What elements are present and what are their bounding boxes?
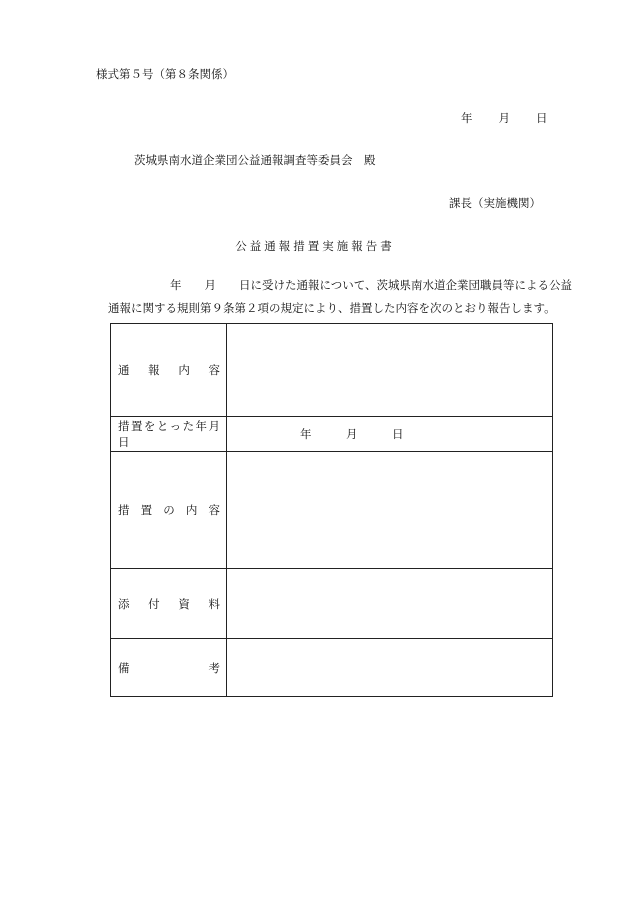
- value-action-date: [227, 417, 553, 452]
- table-row: [111, 569, 553, 639]
- value-attachments: [227, 569, 553, 639]
- label-action-content: 措置の内容: [111, 452, 227, 569]
- label-attachments: 添付資料: [111, 569, 227, 639]
- document-title: 公益通報措置実施報告書: [235, 239, 395, 253]
- report-date: [461, 110, 548, 126]
- value-notification-content: [227, 324, 553, 417]
- label-action-date: 措置をとった年月日: [111, 417, 227, 452]
- value-remarks: [227, 639, 553, 697]
- table-row: [111, 639, 553, 697]
- table-row: [111, 452, 553, 569]
- table-row: [111, 417, 553, 452]
- label-notification-content: 通報内容: [111, 324, 227, 417]
- report-body-text: 年 月 日に受けた通報について、茨城県南水道企業団職員等による公益通報に関する規則第９条第２項の規定により、措置した内容を次のとおり報告します。: [108, 278, 573, 315]
- report-table: [110, 323, 553, 697]
- date-year: 年: [461, 111, 473, 125]
- addressee: 茨城県南水道企業団公益通報調査等委員会 殿: [134, 153, 376, 167]
- value-action-content: [227, 452, 553, 569]
- date-day: 日: [536, 111, 548, 125]
- date-month: 月: [498, 111, 510, 125]
- table-row: [111, 324, 553, 417]
- sender: 課長（実施機関）: [449, 196, 541, 210]
- action-date-placeholder: 年 月 日: [300, 427, 404, 441]
- label-remarks: 備考: [111, 639, 227, 697]
- form-number: 様式第５号（第８条関係）: [96, 67, 234, 81]
